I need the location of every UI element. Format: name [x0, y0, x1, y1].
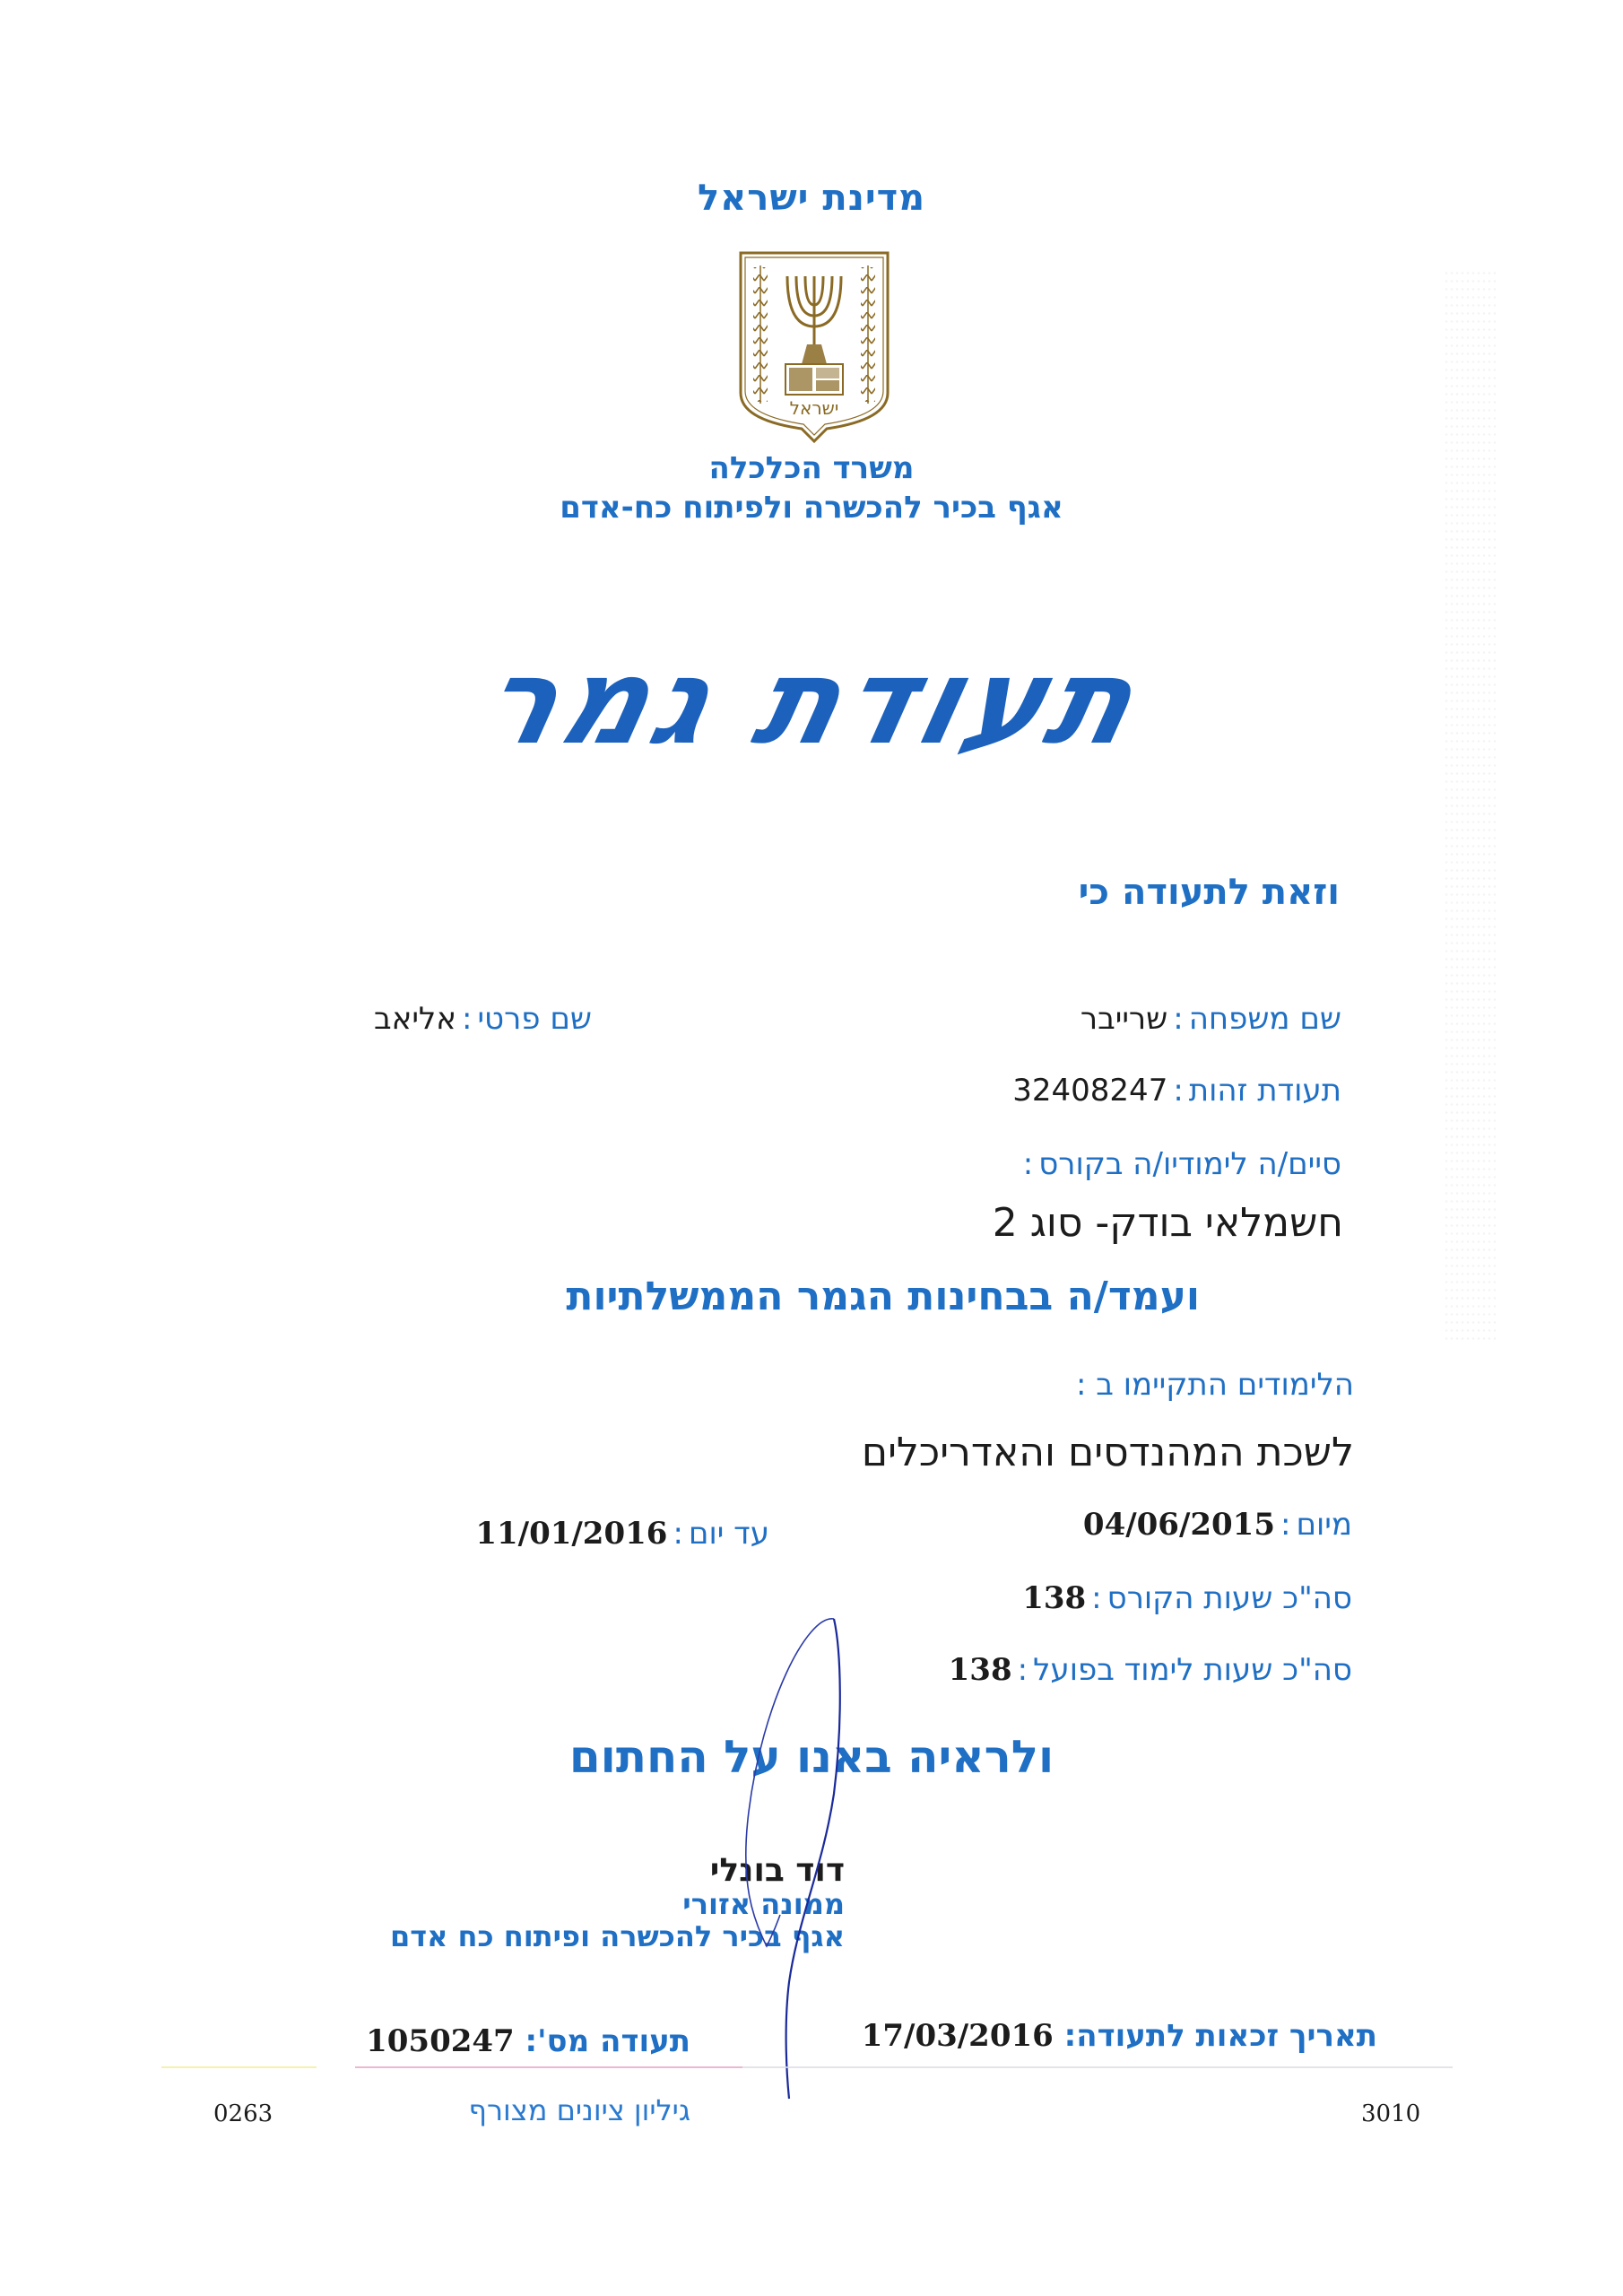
division-name: אגף בכיר להכשרה ולפיתוח כח-אדם [560, 490, 1063, 526]
date-from-field: מיום:04/06/2015 [1082, 1507, 1352, 1543]
actual-hours-value: 138 [948, 1652, 1012, 1688]
grades-sheet-note: גיליון ציונים מצורף [468, 2093, 690, 2127]
svg-text:ישראל: ישראל [789, 397, 839, 419]
course-completed-field: סיים/ה לימודיו/ה בקורס: [1022, 1146, 1341, 1182]
last-name-value: שרייבר [1080, 1001, 1168, 1037]
intro-text: וזאת לתעודה כי [1078, 872, 1340, 913]
date-to-value: 11/01/2016 [475, 1516, 668, 1552]
signer-title: ממונה אזורי [682, 1887, 845, 1922]
passed-exams-statement: ועמד/ה בבחינות הגמר הממשלתיות [566, 1274, 1200, 1319]
issue-date-value: 17/03/2016 [861, 2018, 1054, 2054]
signer-block [390, 1853, 845, 1953]
actual-hours-field: סה"כ שעות לימוד בפועל:138 [948, 1652, 1352, 1688]
issue-date-field: תאריך זכאות לתעודה: 17/03/2016 [861, 2018, 1377, 2054]
certificate-number-field: תעודה מס': 1050247 [366, 2023, 690, 2059]
studies-location-value: לשכת המהנדסים והאדריכלים [861, 1430, 1354, 1475]
course-hours-value: 138 [1022, 1580, 1087, 1616]
closing-statement: ולראיה באנו על החתום [568, 1731, 1055, 1783]
signer-department: אגף בכיר להכשרה ופיתוח כח אדם [390, 1919, 845, 1954]
course-completed-label: סיים/ה לימודיו/ה בקורס [1038, 1146, 1341, 1182]
form-code-left: 0263 [213, 2100, 273, 2127]
studies-location-label: הלימודים התקיימו ב : [1075, 1367, 1354, 1403]
state-emblem-icon [737, 249, 891, 445]
first-name-label: שם פרטי [477, 1001, 592, 1037]
certificate-number-label: תעודה מס' [537, 2023, 690, 2059]
course-hours-label: סה"כ שעות הקורס [1107, 1580, 1352, 1616]
issue-date-label: תאריך זכאות לתעודה [1076, 2018, 1377, 2054]
first-name-field: שם פרטי:אליאב [373, 1001, 592, 1037]
course-hours-field: סה"כ שעות הקורס:138 [1022, 1580, 1352, 1616]
ministry-name: משרד הכלכלה [708, 450, 915, 486]
first-name-value: אליאב [373, 1001, 456, 1037]
id-number-field: תעודת זהות:32408247 [1012, 1073, 1341, 1109]
actual-hours-label: סה"כ שעות לימוד בפועל [1033, 1652, 1352, 1688]
signer-name: דוד בונלי [709, 1852, 845, 1889]
id-number-value: 32408247 [1012, 1073, 1168, 1109]
certificate-number-value: 1050247 [366, 2023, 515, 2059]
last-name-field: שם משפחה:שרייבר [1080, 1001, 1341, 1037]
security-watermark [1444, 269, 1497, 1345]
form-code-right: 3010 [1361, 2100, 1421, 2127]
date-from-label: מיום [1296, 1507, 1352, 1543]
course-name: חשמלאי בודק- סוג 2 [992, 1200, 1343, 1246]
date-to-field: עד יום:11/01/2016 [475, 1516, 769, 1552]
last-name-label: שם משפחה [1188, 1001, 1341, 1037]
date-to-label: עד יום [688, 1516, 769, 1552]
id-number-label: תעודת זהות [1188, 1073, 1341, 1109]
date-from-value: 04/06/2015 [1082, 1507, 1275, 1543]
footer-divider [161, 2066, 1453, 2068]
certificate-title: תעודת גמר [469, 633, 1154, 771]
state-title: מדינת ישראל [697, 178, 926, 219]
